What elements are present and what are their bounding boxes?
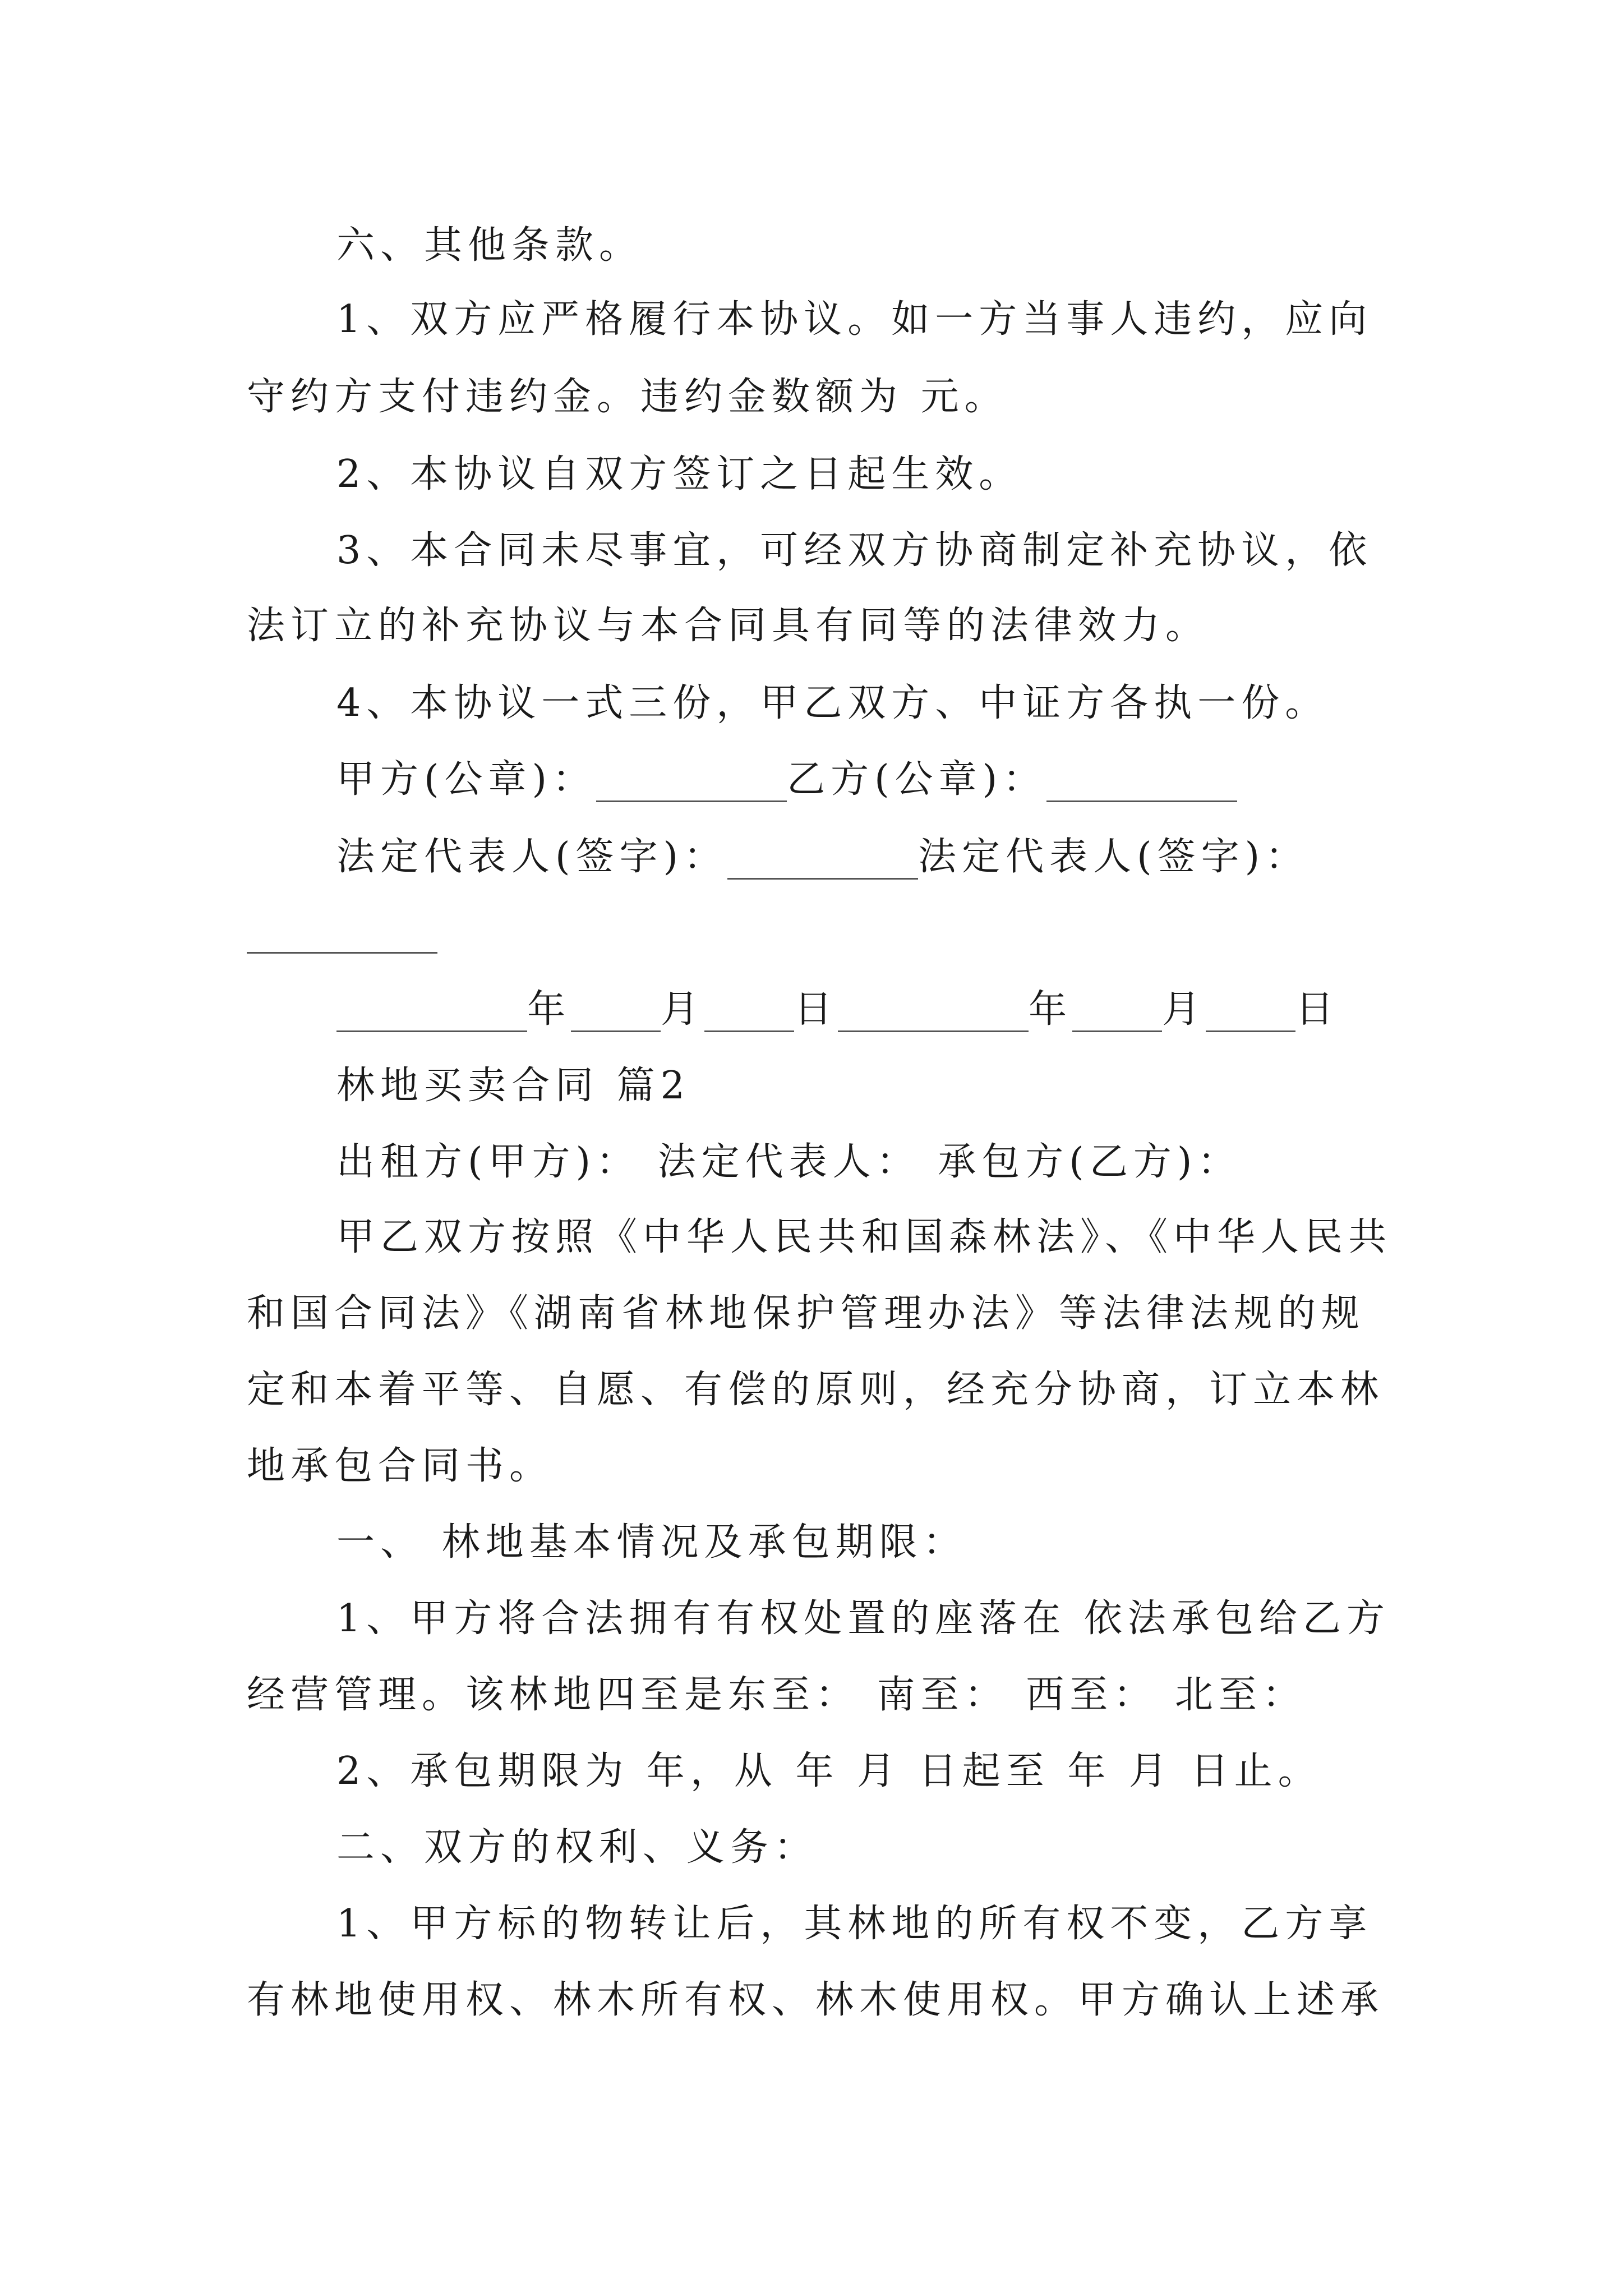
party-a-seal-blank [596, 767, 787, 802]
rep-a-blank [727, 844, 918, 880]
year-b-label: 年 [1029, 987, 1073, 1032]
section-title: 林地买卖合同 篇2 [336, 1064, 690, 1108]
month-a-label: 月 [661, 987, 705, 1032]
rep-a-label: 法定代表人(签字)： [336, 835, 728, 879]
year-a-blank [336, 997, 527, 1032]
preamble-line-2: 和国合同法》《湖南省林地保护管理办法》等法律法规的规 [247, 1291, 1366, 1336]
representative-line [336, 835, 1309, 880]
day-b-blank [1206, 997, 1295, 1032]
preamble-line-4: 地承包合同书。 [247, 1444, 554, 1488]
parties-line: 出租方(甲方)： 法定代表人： 承包方(乙方)： [336, 1140, 1242, 1184]
article-1-item-1-line-1: 1、甲方将合法拥有有权处置的座落在 依法承包给乙方 [336, 1596, 1390, 1641]
year-a-label: 年 [527, 987, 571, 1032]
party-b-seal-label: 乙方(公章)： [787, 757, 1047, 802]
article-1-heading: 一、 林地基本情况及承包期限： [336, 1520, 967, 1565]
party-b-seal-blank [1046, 767, 1237, 802]
clause-3-line-2: 法订立的补充协议与本合同具有同等的法律效力。 [247, 604, 1210, 648]
article-2-item-1-line-2: 有林地使用权、林木所有权、林木使用权。甲方确认上述承 [247, 1978, 1385, 2022]
day-a-label: 日 [794, 987, 838, 1032]
preamble-line-1: 甲乙双方按照《中华人民共和国森林法》、《中华人民共 [336, 1215, 1393, 1259]
seal-line [336, 757, 1237, 802]
party-a-seal-label: 甲方(公章)： [336, 757, 597, 802]
clause-2: 2、本协议自双方签订之日起生效。 [336, 452, 1023, 496]
year-b-blank [838, 997, 1029, 1032]
article-2-heading: 二、双方的权利、义务： [336, 1825, 818, 1870]
month-b-blank [1072, 997, 1162, 1032]
month-a-blank [571, 997, 661, 1032]
rep-b-blank-line [247, 909, 437, 954]
rep-b-blank [247, 918, 437, 954]
day-a-blank [704, 997, 794, 1032]
article-1-item-1-line-2: 经营管理。该林地四至是东至： 南至： 西至： 北至： [247, 1673, 1306, 1717]
article-1-item-2: 2、承包期限为 年，从 年 月 日起至 年 月 日止。 [336, 1749, 1322, 1793]
clause-1-line-1: 1、双方应严格履行本协议。如一方当事人违约，应向 [336, 297, 1373, 342]
preamble-line-3: 定和本着平等、自愿、有偿的原则，经充分协商，订立本林 [247, 1368, 1385, 1412]
clause-4: 4、本协议一式三份，甲乙双方、中证方各执一份。 [336, 681, 1329, 725]
day-b-label: 日 [1295, 987, 1340, 1032]
article-2-item-1-line-1: 1、甲方标的物转让后，其林地的所有权不变，乙方享 [336, 1902, 1373, 1946]
clause-heading-other: 六、其他条款。 [336, 223, 643, 268]
month-b-label: 月 [1162, 987, 1206, 1032]
rep-b-label: 法定代表人(签字)： [918, 835, 1310, 879]
clause-3-line-1: 3、本合同未尽事宜，可经双方协商制定补充协议，依 [336, 528, 1373, 573]
clause-1-line-2: 守约方支付违约金。违约金数额为 元。 [247, 375, 1008, 419]
date-line [336, 987, 1339, 1032]
